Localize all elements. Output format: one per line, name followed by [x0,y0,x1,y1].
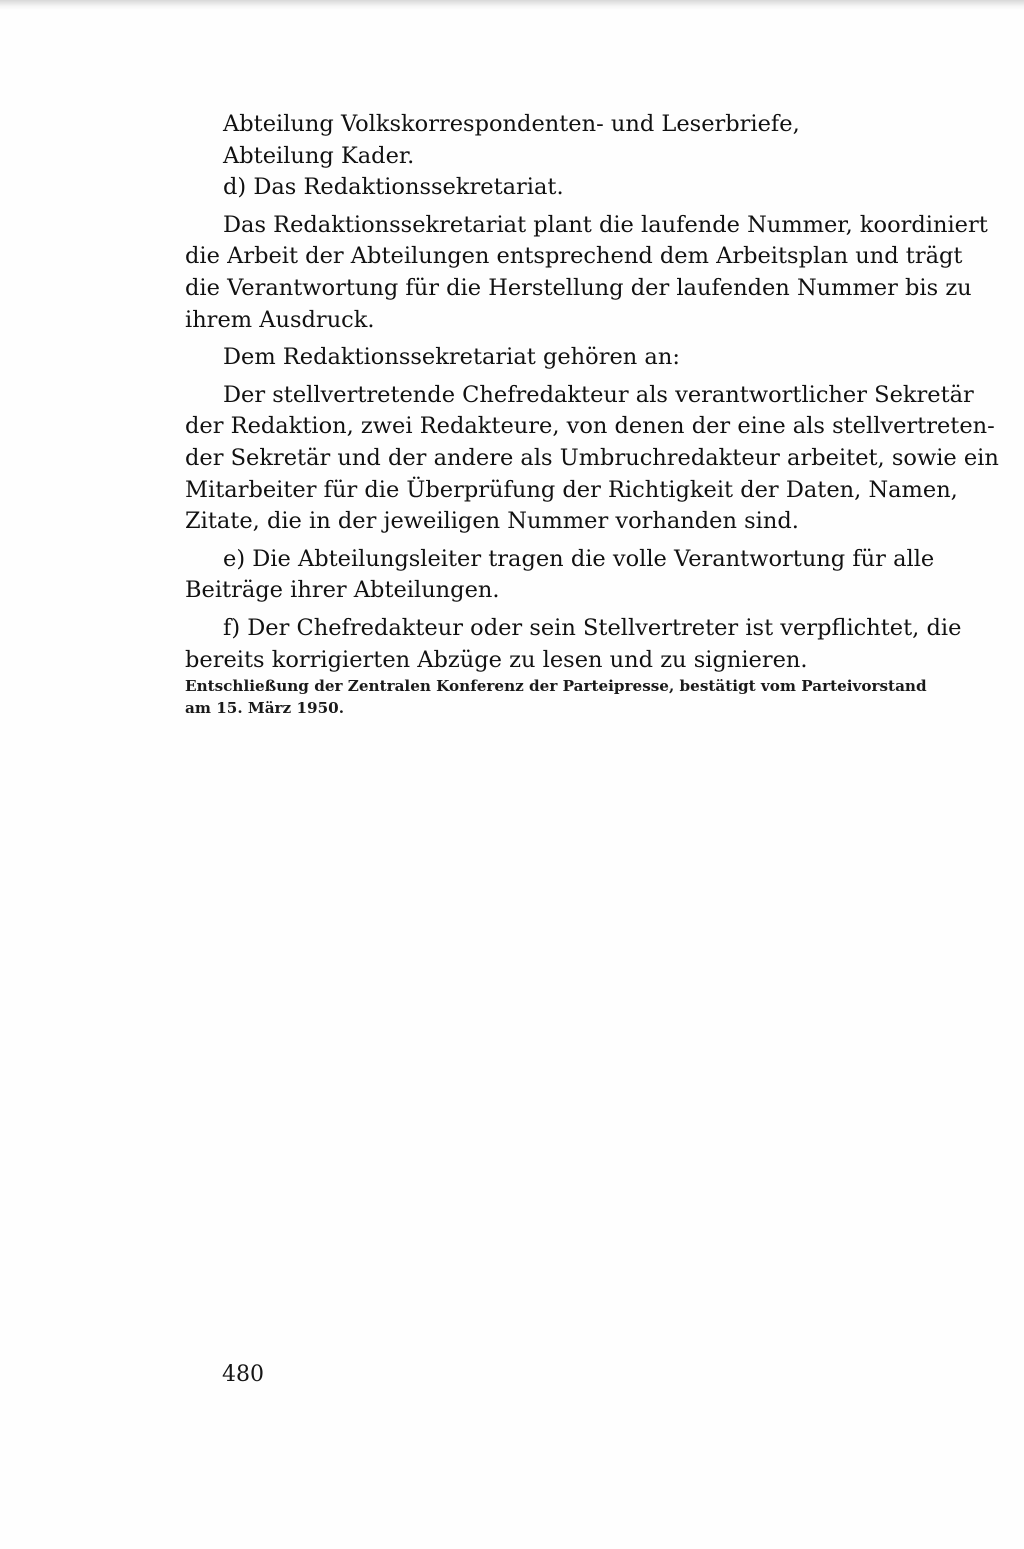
text-line: der Redaktion, zwei Redakteure, von denen der eine als stellvertreten- [185,413,995,440]
text-line: Der stellvertretende Chefredakteur als verantwortlicher Sekretär [223,381,974,408]
text-line: Dem Redaktionssekretariat gehören an: [223,344,680,371]
text-line: bereits korrigierten Abzüge zu lesen und zu signieren. [185,646,808,673]
text-line: Abteilung Volkskorrespondenten- und Leserbriefe, [223,111,800,137]
text-line: Das Redaktionssekretariat plant die laufende Nummer, koordiniert [223,211,988,238]
text-line: f) Der Chefredakteur oder sein Stellvertreter ist verpflichtet, die [223,614,962,641]
text-line: Abteilung Kader. [223,142,415,169]
text-line: ihrem Ausdruck. [185,306,375,333]
text-line: Mitarbeiter für die Überprüfung der Richtigkeit der Daten, Namen, [185,476,958,503]
body-text [185,109,999,676]
citation-line: Entschließung der Zentralen Konferenz der Parteipresse, bestätigt vom Parteivorstand [185,677,927,695]
page-top-edge [0,0,1024,10]
text-line: Zitate, die in der jeweiligen Nummer vorhanden sind. [185,508,799,535]
text-line: der Sekretär und der andere als Umbruchredakteur arbeitet, sowie ein [185,444,999,471]
text-line: die Verantwortung für die Herstellung der laufenden Nummer bis zu [185,274,972,301]
text-line: d) Das Redaktionssekretariat. [223,174,564,201]
text-line: e) Die Abteilungsleiter tragen die volle Verantwortung für alle [223,545,935,572]
citation-line: am 15. März 1950. [185,699,345,717]
text-line: Beiträge ihrer Abteilungen. [185,577,500,604]
text-line: die Arbeit der Abteilungen entsprechend dem Arbeitsplan und trägt [185,243,963,270]
source-citation [185,675,930,719]
page-number: 480 [222,1362,264,1387]
